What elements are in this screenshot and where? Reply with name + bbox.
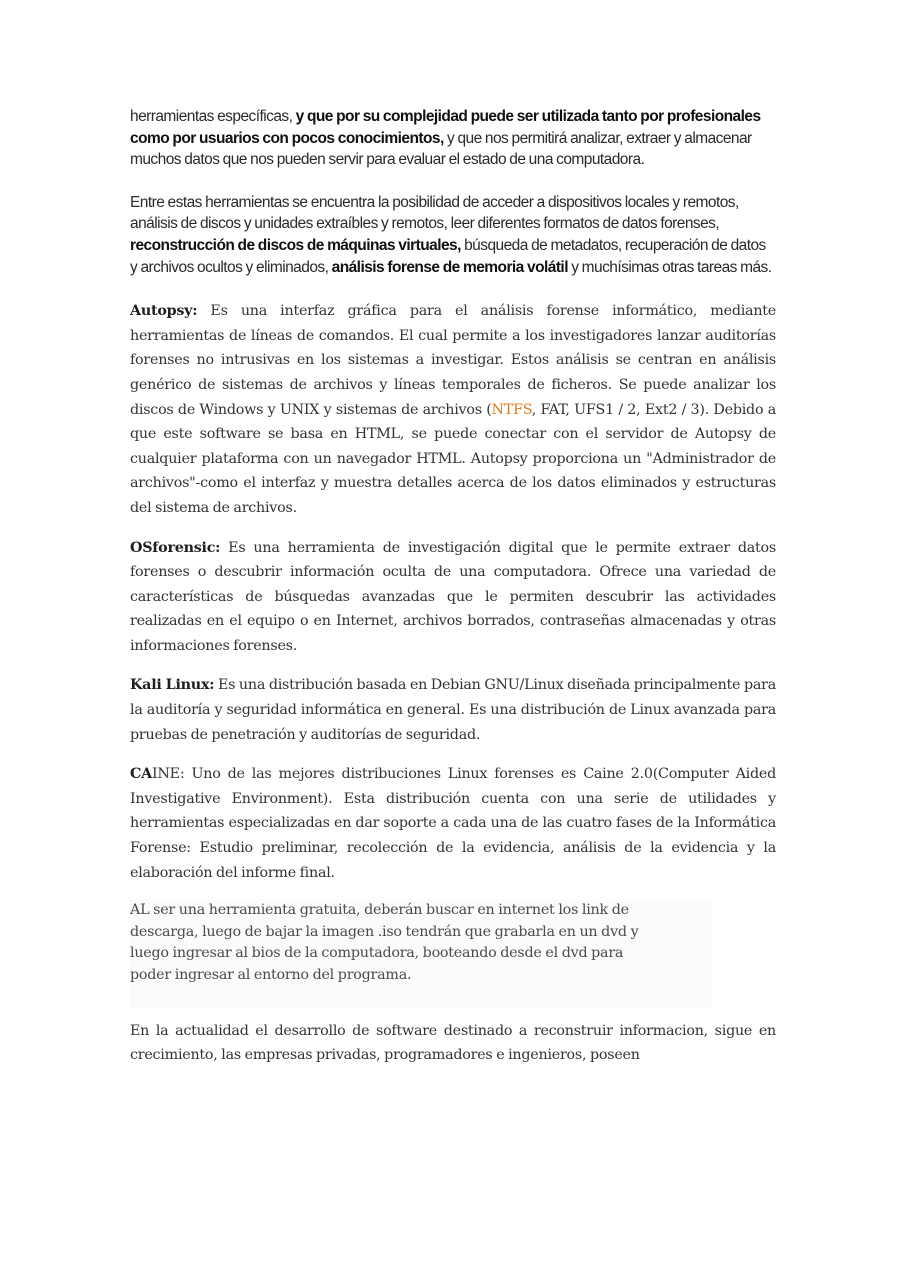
intro-p1-text-c: y que nos permitirá analizar, extraer y almacenar muchos datos que nos pueden servir para evaluar el estado de una computadora. — [130, 129, 752, 169]
kali-paragraph — [130, 673, 776, 747]
download-note-line: descarga, luego de bajar la imagen .iso tendrán que grabarla en un dvd y — [130, 923, 639, 940]
closing-paragraph: En la actualidad el desarrollo de software destinado a reconstruir informacion, sigue en crecimiento, las empresas privadas, programadores e ingenieros, poseen — [130, 1022, 776, 1064]
intro-p2-bold-2: análisis forense de memoria volátil — [331, 258, 568, 276]
download-note-box — [130, 900, 712, 1008]
intro-p1-bold: y que por su complejidad puede ser utilizada tanto por profesionales como por usuarios con pocos conocimientos, — [130, 108, 761, 147]
intro-paragraph-2 — [130, 192, 776, 278]
download-note-line: luego ingresar al bios de la computadora, booteando desde el dvd para — [130, 945, 624, 962]
intro-p2-text-c: búsqueda de metadatos, recuperación de datos y archivos ocultos y eliminados, — [130, 236, 766, 276]
autopsy-title: Autopsy: — [130, 303, 198, 320]
intro-p1-text-a: herramientas específicas, — [130, 108, 296, 125]
document-page — [130, 106, 776, 1083]
kali-text: Es una distribución basada en Debian GNU/Linux diseñada principalmente para la auditoría y seguridad informática en general. Es una distribución de Linux avanzada para pruebas de penetración y auditorías de seguridad. — [130, 677, 776, 743]
caine-paragraph — [130, 762, 776, 885]
intro-p2-bold-1: reconstrucción de discos de máquinas virtuales, — [130, 236, 461, 254]
intro-p2-text-e: y muchísimas otras tareas más. — [567, 258, 772, 276]
caine-title: CA — [130, 766, 152, 783]
download-note-line: AL ser una herramienta gratuita, deberán buscar en internet los link de — [130, 902, 629, 919]
download-note-line: poder ingresar al entorno del programa. — [130, 967, 412, 983]
autopsy-text-b: , FAT, UFS1 / 2, Ext2 / 3). Debido a que este software se basa en HTML, se puede conectar con el servidor de Autopsy de cualquier plataforma con un navegador HTML. Autopsy proporciona un "Administrador de archivos"-como el interfaz y muestra detalles acerca de los datos eliminados y estructuras del sistema de archivos. — [130, 401, 776, 516]
autopsy-text-a: Es una interfaz gráfica para el análisis forense informático, mediante herramientas de líneas de comandos. El cual permite a los investigadores lanzar auditorías forenses no intrusivas en los sistemas a investigar. Estos análisis se centran en análisis genérico de sistemas de archivos y líneas temporales de ficheros. Se puede analizar los discos de Windows y UNIX y sistemas de archivos ( — [130, 303, 776, 418]
download-note — [130, 900, 712, 986]
kali-title: Kali Linux: — [130, 677, 215, 694]
osforensic-text: Es una herramienta de investigación digital que le permite extraer datos forenses o descubrir información oculta de una computadora. Ofrece una variedad de características de búsquedas avanzadas que le permiten descubrir las actividades realizadas en el equipo o en Internet, archivos borrados, contraseñas almacenadas y otras informaciones forenses. — [130, 539, 776, 654]
osforensic-paragraph — [130, 536, 776, 659]
intro-p2-text-a: Entre estas herramientas se encuentra la posibilidad de acceder a dispositivos locales y remotos, análisis de discos y unidades extraíbles y remotos, leer diferentes formatos de datos forenses, — [130, 193, 739, 233]
autopsy-paragraph — [130, 299, 776, 520]
caine-text: INE: Uno de las mejores distribuciones Linux forenses es Caine 2.0(Computer Aided Investigative Environment). Esta distribución cuenta con una serie de utilidades y herramientas especializadas en dar soporte a cada una de las cuatro fases de la Informática Forense: Estudio preliminar, recolección de la evidencia, análisis de la evidencia y la elaboración del informe final. — [130, 766, 776, 881]
ntfs-link[interactable]: NTFS — [491, 401, 532, 418]
osforensic-title: OSforensic: — [130, 539, 221, 556]
intro-paragraph-1 — [130, 106, 776, 171]
